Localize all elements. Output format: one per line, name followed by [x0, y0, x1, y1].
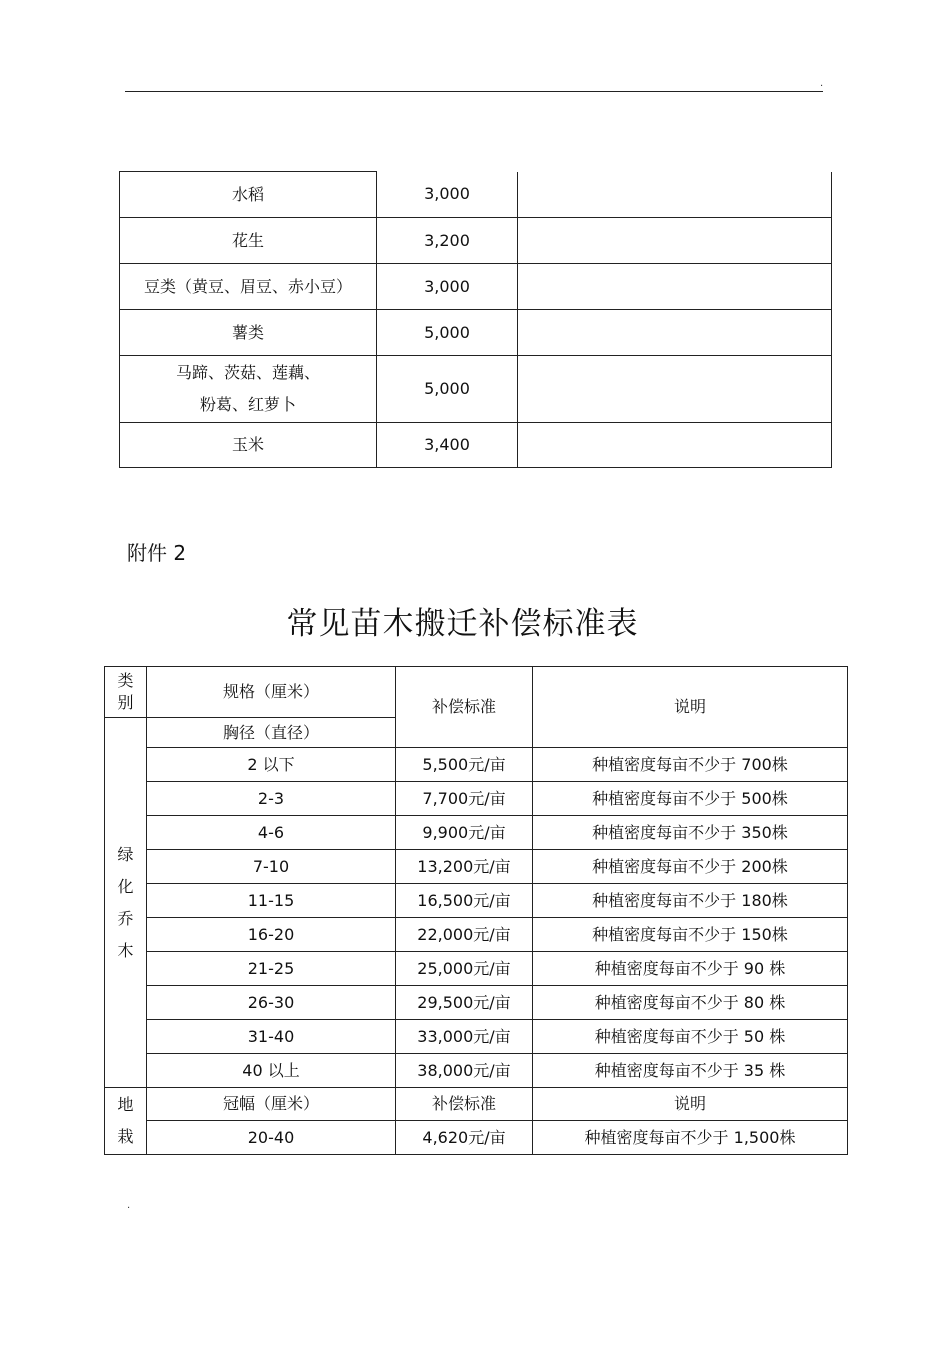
spec-cell: 21-25: [147, 952, 396, 986]
note-cell: 种植密度每亩不少于 50 株: [533, 1020, 848, 1054]
standard-cell: 38,000元/亩: [396, 1054, 533, 1088]
category-char: 栽: [117, 1127, 134, 1146]
footer-mark: .: [127, 1200, 131, 1211]
crop-value: 3,200: [377, 218, 518, 264]
header-row: [105, 667, 848, 718]
table-row: [120, 356, 832, 423]
spec-cell: 20-40: [147, 1121, 396, 1155]
table-row: [105, 986, 848, 1020]
table-row: [105, 816, 848, 850]
standard-cell: 33,000元/亩: [396, 1020, 533, 1054]
crop-name-line: 粉葛、红萝卜: [199, 395, 296, 414]
category-header-char: 类: [117, 670, 134, 690]
spec-cell: 31-40: [147, 1020, 396, 1054]
standard-cell: 25,000元/亩: [396, 952, 533, 986]
category-char: 地: [117, 1095, 134, 1114]
spec-subheader: 胸径（直径）: [147, 718, 396, 748]
crop-note: [518, 218, 832, 264]
crop-value: 5,000: [377, 310, 518, 356]
crop-note: [518, 264, 832, 310]
table-row: [105, 952, 848, 986]
note-cell: 种植密度每亩不少于 90 株: [533, 952, 848, 986]
crop-note: [518, 310, 832, 356]
table-row: [105, 850, 848, 884]
crop-compensation-table: [119, 171, 832, 468]
crop-value: 5,000: [377, 356, 518, 423]
table-row: [120, 172, 832, 218]
crop-name: 豆类（黄豆、眉豆、赤小豆）: [120, 264, 377, 310]
table-row: [105, 748, 848, 782]
spec-header: 冠幅（厘米）: [147, 1088, 396, 1121]
page-title: 常见苗木搬迁补偿标准表: [286, 606, 639, 642]
header-row: [105, 1088, 848, 1121]
crop-name: 薯类: [120, 310, 377, 356]
category-char: 绿: [117, 844, 134, 864]
spec-cell: 26-30: [147, 986, 396, 1020]
note-header: 说明: [533, 667, 848, 748]
crop-name: 花生: [120, 218, 377, 264]
table-row: [105, 884, 848, 918]
standard-cell: 7,700元/亩: [396, 782, 533, 816]
note-cell: 种植密度每亩不少于 180株: [533, 884, 848, 918]
category-header-char: 别: [117, 692, 134, 712]
note-cell: 种植密度每亩不少于 1,500株: [533, 1121, 848, 1155]
crop-note: [518, 423, 832, 468]
table-row: [120, 264, 832, 310]
spec-cell: 7-10: [147, 850, 396, 884]
spec-cell: 16-20: [147, 918, 396, 952]
crop-name: [120, 356, 377, 423]
table-row: [105, 918, 848, 952]
standard-cell: 5,500元/亩: [396, 748, 533, 782]
crop-name-line: 马蹄、茨菇、莲藕、: [175, 363, 320, 382]
standard-header: 补偿标准: [396, 667, 533, 748]
crop-note: [518, 356, 832, 423]
note-header: 说明: [533, 1088, 848, 1121]
standard-cell: 9,900元/亩: [396, 816, 533, 850]
standard-cell: 4,620元/亩: [396, 1121, 533, 1155]
category-char: 乔: [117, 908, 134, 928]
spec-cell: 11-15: [147, 884, 396, 918]
category-header: [105, 667, 147, 718]
table-row: [120, 310, 832, 356]
note-cell: 种植密度每亩不少于 200株: [533, 850, 848, 884]
crop-value: 3,400: [377, 423, 518, 468]
note-cell: 种植密度每亩不少于 500株: [533, 782, 848, 816]
crop-note: [518, 172, 832, 218]
spec-header: 规格（厘米）: [147, 667, 396, 718]
table-row: [120, 218, 832, 264]
annex-label: 附件 2: [127, 541, 187, 565]
table-row: [120, 423, 832, 468]
note-cell: 种植密度每亩不少于 150株: [533, 918, 848, 952]
note-cell: 种植密度每亩不少于 350株: [533, 816, 848, 850]
crop-name: 玉米: [120, 423, 377, 468]
note-cell: 种植密度每亩不少于 80 株: [533, 986, 848, 1020]
table-row: [105, 1121, 848, 1155]
crop-value: 3,000: [377, 172, 518, 218]
spec-cell: 4-6: [147, 816, 396, 850]
standard-cell: 13,200元/亩: [396, 850, 533, 884]
table-row: [105, 782, 848, 816]
note-cell: 种植密度每亩不少于 35 株: [533, 1054, 848, 1088]
standard-cell: 29,500元/亩: [396, 986, 533, 1020]
crop-value: 3,000: [377, 264, 518, 310]
spec-cell: 2 以下: [147, 748, 396, 782]
seedling-compensation-table: [104, 666, 848, 1155]
standard-header: 补偿标准: [396, 1088, 533, 1121]
category-green-trees: [105, 718, 147, 1088]
standard-cell: 16,500元/亩: [396, 884, 533, 918]
table-row: [105, 1020, 848, 1054]
category-char: 化: [117, 876, 134, 896]
note-cell: 种植密度每亩不少于 700株: [533, 748, 848, 782]
header-mark: .: [820, 78, 824, 89]
table-row: [105, 1054, 848, 1088]
spec-cell: 40 以上: [147, 1054, 396, 1088]
spec-cell: 2-3: [147, 782, 396, 816]
standard-cell: 22,000元/亩: [396, 918, 533, 952]
header-rule: [125, 91, 823, 92]
crop-name: 水稻: [120, 172, 377, 218]
category-char: 木: [117, 940, 134, 960]
category-ground-plants: [105, 1088, 147, 1155]
